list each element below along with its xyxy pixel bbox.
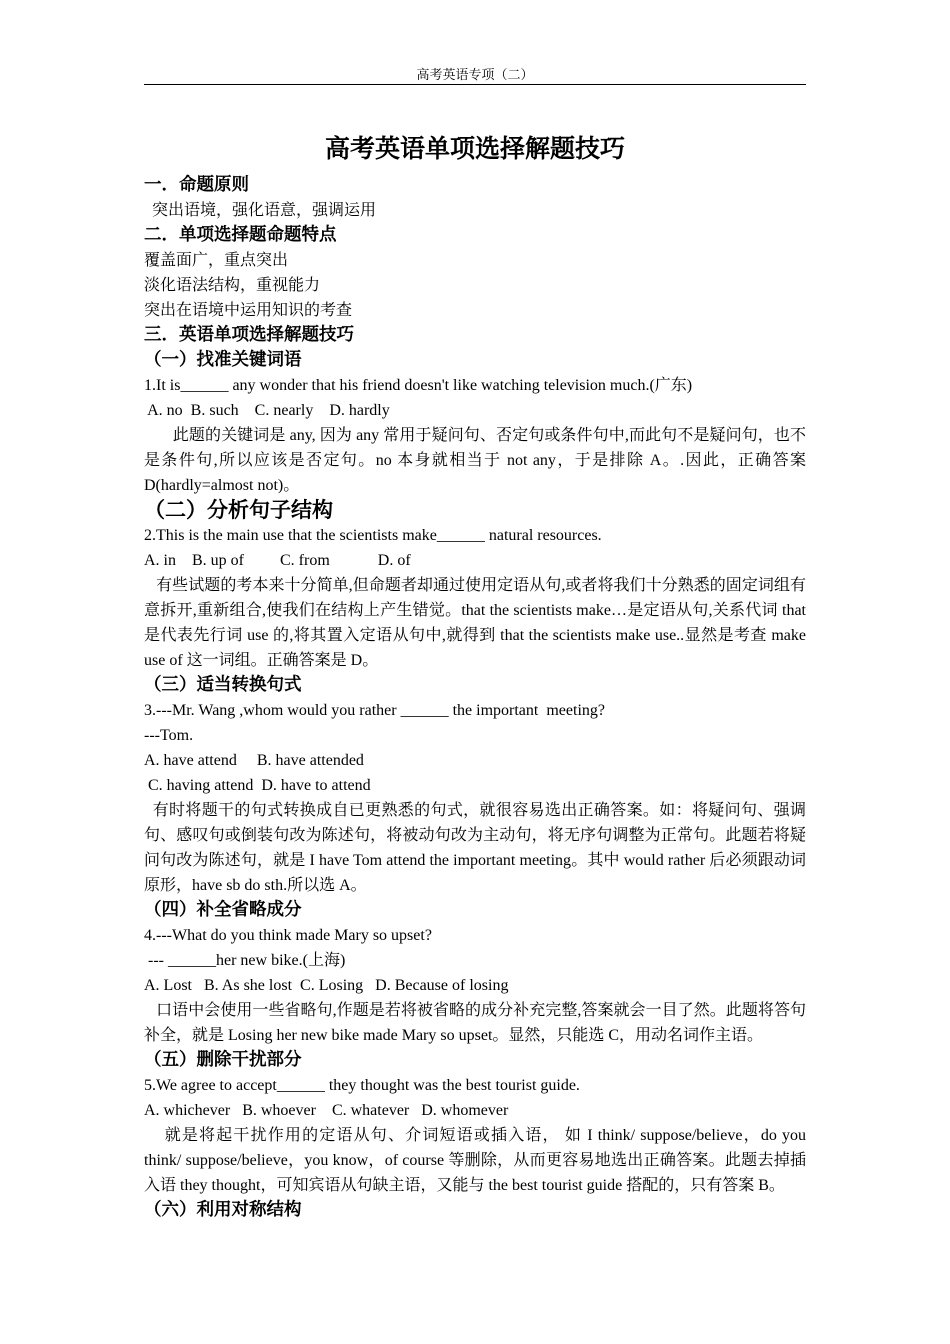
explanation-text: 有时将题干的句式转换成自已更熟悉的句式，就很容易选出正确答案。如：将疑问句、强调句、感叹句或倒装句改为陈述句，将被动句改为主动句，将无序句调整为正常句。此题若将疑问句改为陈述句，就是 I have Tom attend the important meeting。其中 would rather 后必须跟动词原形，have sb do sth.所以选 A。 [144, 802, 806, 894]
question-text: 4.---What do you think made Mary so upset? [144, 927, 432, 944]
section-heading-2: 二．单项选择题命题特点 [144, 225, 337, 245]
question-text: 2.This is the main use that the scientists make______ natural resources. [144, 527, 602, 544]
explanation-text: 有些试题的考本来十分简单,但命题者却通过使用定语从句,或者将我们十分熟悉的固定词组有意拆开,重新组合,使我们在结构上产生错觉。that the scientists make…是定语从句,关系代词 that 是代表先行词 use 的,将其置入定语从句中,就得到 that the scientists make use..显然是考查 make use of 这一词组。正确答案是 D。 [144, 577, 810, 669]
technique-heading: （一）找准关键词语 [144, 350, 302, 370]
document-title: 高考英语单项选择解题技巧 [324, 134, 625, 163]
running-header: 高考英语专项（二） [416, 67, 534, 82]
explanation-text: 口语中会使用一些省略句,作题是若将被省略的成分补充完整,答案就会一目了然。此题将答句补全，就是 Losing her new bike made Mary so upset。显然，只能选 C，用动名词作主语。 [144, 1002, 806, 1044]
explanation-text: 就是将起干扰作用的定语从句、介词短语或插入语， 如 I think/ suppose/believe，do you think/ suppose/believe，you know，of course 等删除，从而更容易地选出正确答案。此题去掉插入语 they thought，可知宾语从句缺主语，又能与 the best tourist guide 搭配的，只有答案 B。 [144, 1127, 810, 1194]
question-text: 5.We agree to accept______ they thought was the best tourist guide. [144, 1077, 580, 1094]
question-options: A. Lost B. As she lost C. Losing D. Because of losing [144, 977, 509, 994]
document-body [144, 173, 810, 1223]
question-options: A. whichever B. whoever C. whatever D. whomever [144, 1102, 509, 1119]
technique-heading: （四）补全省略成分 [144, 900, 302, 920]
question-options: A. in B. up of C. from D. of [144, 552, 411, 569]
answer-line: ---Tom. [144, 727, 194, 744]
question-options: C. having attend D. have to attend [144, 777, 371, 794]
answer-line: --- ______her new bike.(上海) [144, 952, 346, 969]
section-heading-1: 一．命题原则 [144, 175, 249, 195]
question-options: A. have attend B. have attended [144, 752, 364, 769]
technique-heading: （二）分析句子结构 [144, 498, 333, 522]
technique-heading: （六）利用对称结构 [144, 1200, 302, 1220]
section-2-line: 突出在语境中运用知识的考查 [144, 302, 353, 319]
section-heading-3: 三．英语单项选择解题技巧 [144, 325, 354, 345]
header-rule [144, 84, 806, 85]
section-2-line: 覆盖面广，重点突出 [144, 252, 289, 269]
question-text: 1.It is______ any wonder that his friend doesn't like watching television much.(广东) [144, 377, 693, 394]
explanation-text: 此题的关键词是 any, 因为 any 常用于疑问句、否定句或条件句中,而此句不是疑问句，也不是条件句,所以应该是否定句。no 本身就相当于 not any，于是排除 A。.因此，正确答案 D(hardly=almost not)。 [144, 427, 810, 494]
technique-heading: （三）适当转换句式 [144, 675, 302, 695]
technique-heading: （五）删除干扰部分 [144, 1050, 302, 1070]
section-2-line: 淡化语法结构，重视能力 [144, 277, 321, 294]
question-text: 3.---Mr. Wang ,whom would you rather ______ the important meeting? [144, 702, 605, 719]
question-options: A. no B. such C. nearly D. hardly [144, 402, 390, 419]
section-1-text: 突出语境，强化语意，强调运用 [144, 202, 377, 219]
